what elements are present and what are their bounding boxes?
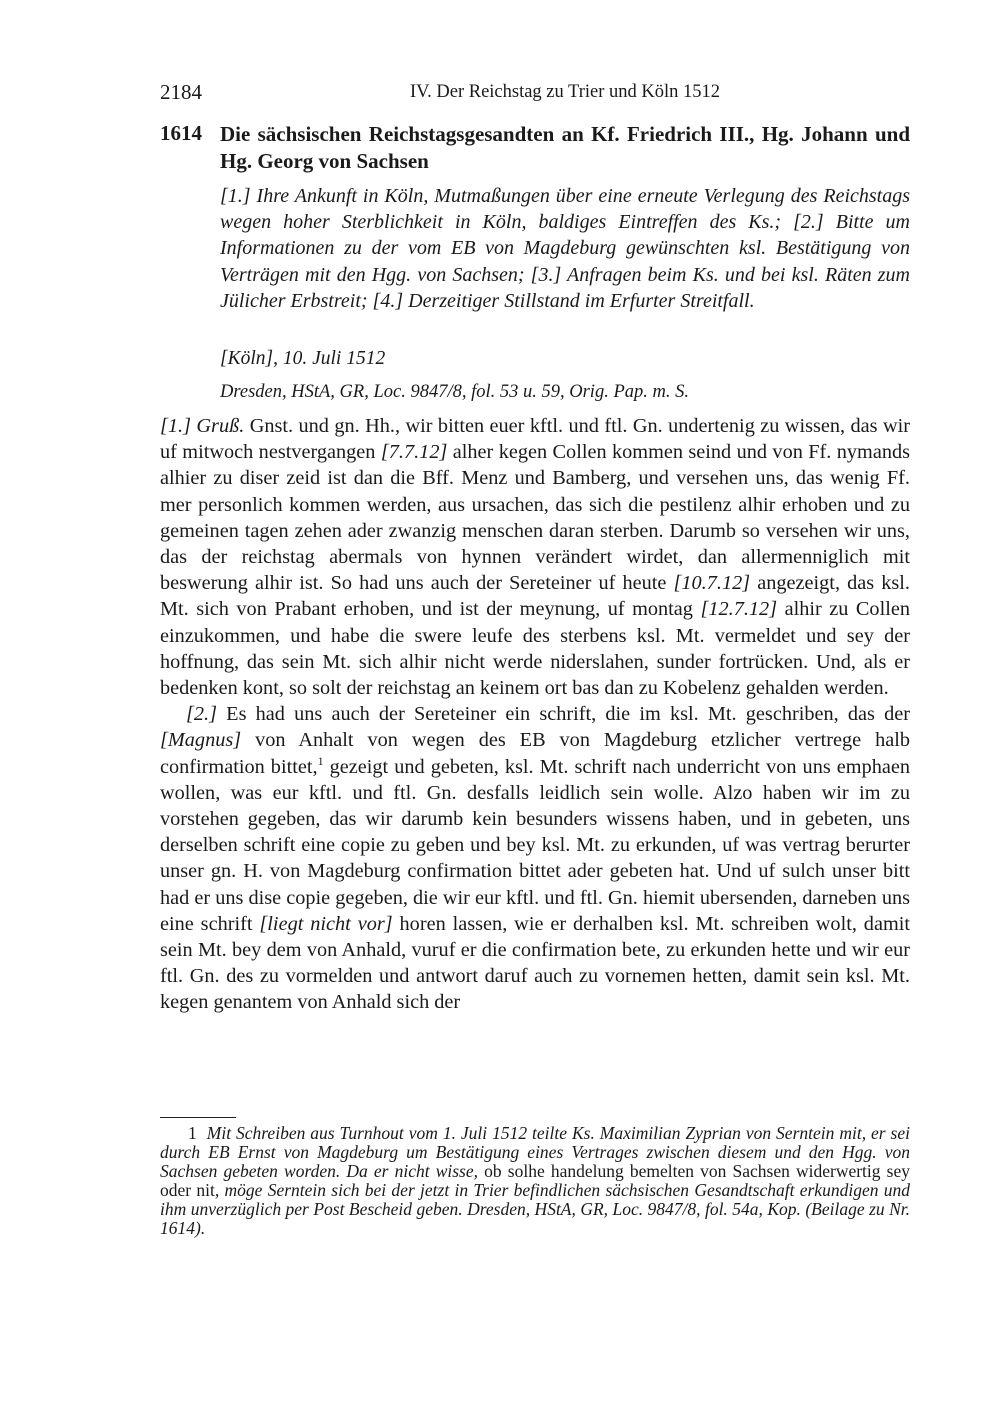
document-number: 1614 xyxy=(160,121,202,145)
section-marker: [1.] Gruß. xyxy=(160,415,245,437)
body-paragraph-1: [1.] Gruß. Gnst. und gn. Hh., wir bitten euer kftl. und ftl. Gn. undertenig zu wissen, das wir uf mitwoch nestvergangen [7.7.12] alher kegen Collen kommen seind und von Ff. nymands alhier zu diser zeid ist dan die Bff. Menz und Bamberg, und versehen uns, das wenig Ff. mer personlich kommen werden, aus ursachen, das sich die pestilenz alhir erhoben und zu gemeinen tagen zehen ader zwanzig menschen daran sterben. Darumb so versehen wir uns, das der reichstag abermals von hynnen verändert wirdet, dan allermenniglich mit beswerung alhir ist. So had uns auch der Sereteiner uf heute [10.7.12] angezeigt, das ksl. Mt. sich von Prabant erhoben, und ist der meynung, uf montag [12.7.12] alhir zu Collen einzukommen, und habe die swere leufe des sterbens ksl. Mt. vermeldet und sey der hoffnung, das sein Mt. sich alhir nicht werde niderslahen, sunder fortrücken. Und, als er bedenken kont, so solt der reichstag an keinem ort bas dan zu Kobelenz gehalden werden. xyxy=(160,415,910,700)
date-annotation: [7.7.12] xyxy=(380,441,448,464)
editorial-insertion: [liegt nicht vor] xyxy=(259,912,393,935)
date-annotation: [10.7.12] xyxy=(673,572,751,595)
page-header xyxy=(160,80,910,108)
document-regest: [1.] Ihre Ankunft in Köln, Mutmaßungen über eine erneute Verlegung des Reichstags wegen hoher Sterblichkeit in Köln, baldiges Eintreffen des Ks.; [2.] Bitte um Informationen zu der vom EB von Magdeburg gewünschten ksl. Bestätigung von Verträgen mit den Hgg. von Sachsen; [3.] Anfragen beim Ks. und bei ksl. Räten zum Jülicher Erbstreit; [4.] Derzeitiger Stillstand im Erfurter Streitfall. xyxy=(220,185,910,312)
section-marker: [2.] xyxy=(186,703,217,726)
document-title: Die sächsischen Reichstagsgesandten an Kf. Friedrich III., Hg. Johann und Hg. Georg von Sachsen xyxy=(220,122,910,173)
document-heading xyxy=(160,121,910,175)
footnote-number: 1 xyxy=(188,1123,197,1143)
document-source: Dresden, HStA, GR, Loc. 9847/8, fol. 53 u. 59, Orig. Pap. m. S. xyxy=(220,382,689,402)
document-body xyxy=(160,413,910,1016)
document-date: [Köln], 10. Juli 1512 xyxy=(220,348,386,369)
footnote-reference[interactable]: 1 xyxy=(317,753,324,768)
running-head: IV. Der Reichstag zu Trier und Köln 1512 xyxy=(409,82,721,102)
footnote-rule xyxy=(160,1117,236,1118)
page-number: 2184 xyxy=(160,80,202,104)
body-paragraph-2: [2.] Es had uns auch der Sereteiner ein schrift, die im ksl. Mt. geschriben, das der [Magnus] von Anhalt von wegen des EB von Magdeburg etzlicher vertrege halb confirmation bittet,$^1$ gezeigt und gebeten, ksl. Mt. schrift nach underricht von uns emphaen wollen, was eur kftl. und ftl. Gn. desfalls leidlich sein wolle. Alzo haben wir im zu vorstehen gegeben, das wir darumb kein besunders wissens haben, und in gebeten, uns derselben schrift eine copie zu geben und bey ksl. Mt. zu erkunden, uf was vertrag berurter unser gn. H. von Magdeburg confirmation bittet ader gebeten hat. Und uf sulch unser bitt had er uns dise copie gegeben, die wir eur kftl. und ftl. Gn. hiemit ubersenden, darneben uns eine schrift [liegt nicht vor] horen lassen, wie er derhalben ksl. Mt. schreiben wolt, damit sein Mt. bey dem von Anhald, vuruf er die confirmation bete, zu erkunden hette und wir eur ftl. Gn. des zu vormelden und antwort daruf auch zu vornemen hetten, damit sein ksl. Mt. kegen genantem von Anhald sich der xyxy=(160,703,910,1014)
date-annotation: [12.7.12] xyxy=(700,598,778,621)
editorial-insertion: [Magnus] xyxy=(160,729,242,752)
footnote: 1 Mit Schreiben aus Turnhout vom 1. Juli 1512 teilte Ks. Maximilian Zyprian von Serntein mit, er sei durch EB Ernst von Magdeburg um Bestätigung eines Vertrages zwischen diesem und den Hgg. von Sachsen gebeten worden. Da er nicht wisse, ob solhe handelung bemelten von Sachsen widerwertig sey oder nit, möge Serntein sich bei der jetzt in Trier befindlichen sächsischen Gesandtschaft erkundigen und ihm unverzüglich per Post Bescheid geben. Dresden, HStA, GR, Loc. 9847/8, fol. 54a, Kop. (Beilage zu Nr. 1614). xyxy=(160,1123,910,1238)
